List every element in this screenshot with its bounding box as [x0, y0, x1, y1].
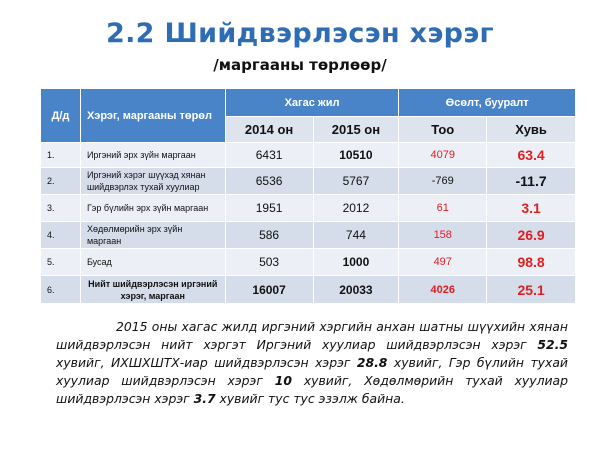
- row-too: 497: [399, 249, 487, 276]
- row-2015: 20033: [313, 276, 399, 304]
- table-row: [41, 195, 576, 222]
- row-2015: 10510: [313, 143, 399, 168]
- row-2015: 744: [313, 222, 399, 249]
- row-2014: 6536: [225, 168, 313, 195]
- table-row: [41, 222, 576, 249]
- row-type: Хөдөлмөрийн эрх зүйн маргаан: [80, 222, 225, 249]
- row-number: 2.: [41, 168, 81, 195]
- summary-value: 10: [274, 373, 292, 388]
- row-number: 5.: [41, 249, 81, 276]
- col-header-too: Тоо: [399, 117, 487, 143]
- col-header-huvi: Хувь: [487, 117, 576, 143]
- col-header-dd: Д/д: [41, 89, 81, 143]
- row-type: Нийт шийдвэрлэсэн иргэний хэрэг, маргаан: [80, 276, 225, 304]
- row-2014: 586: [225, 222, 313, 249]
- row-huvi: 3.1: [487, 195, 576, 222]
- group-header-change: Өсөлт, бууралт: [399, 89, 576, 117]
- row-2015: 5767: [313, 168, 399, 195]
- table-row: [41, 168, 576, 195]
- row-too: 4026: [399, 276, 487, 304]
- summary-paragraph: [56, 318, 568, 408]
- row-2015: 1000: [313, 249, 399, 276]
- summary-text: хувийг тус тус эзэлж байна.: [215, 391, 405, 406]
- row-number: 1.: [41, 143, 81, 168]
- row-type: Иргэний хэрэг шүүхэд хянан шийдвэрлэх тухай хуулиар: [80, 168, 225, 195]
- summary-text: хувийг, Гэр бүлийн тухай хуулиар шийдвэрлэсэн хэрэг: [56, 355, 568, 388]
- row-number: 3.: [41, 195, 81, 222]
- col-header-type: Хэрэг, маргааны төрөл: [80, 89, 225, 143]
- row-huvi: 98.8: [487, 249, 576, 276]
- col-header-2014: 2014 он: [225, 117, 313, 143]
- row-2014: 503: [225, 249, 313, 276]
- row-number: 4.: [41, 222, 81, 249]
- row-huvi: 26.9: [487, 222, 576, 249]
- row-type: Бусад: [80, 249, 225, 276]
- group-header-half-year: Хагас жил: [225, 89, 399, 117]
- cases-table: [40, 88, 576, 304]
- row-too: 158: [399, 222, 487, 249]
- row-2015: 2012: [313, 195, 399, 222]
- summary-value: 52.5: [537, 337, 568, 352]
- summary-text: хувийг, ИХШХШТХ-иар шийдвэрлэсэн хэрэг: [56, 355, 357, 370]
- row-2014: 6431: [225, 143, 313, 168]
- row-2014: 16007: [225, 276, 313, 304]
- row-too: -769: [399, 168, 487, 195]
- summary-value: 3.7: [193, 391, 216, 406]
- row-too: 61: [399, 195, 487, 222]
- row-number: 6.: [41, 276, 81, 304]
- row-too: 4079: [399, 143, 487, 168]
- row-huvi: 63.4: [487, 143, 576, 168]
- summary-value: 28.8: [356, 355, 388, 370]
- row-type: Гэр бүлийн эрх зүйн маргаан: [80, 195, 225, 222]
- summary-text: хувийг, Хөдөлмөрийн тухай хуулиар шийдвэрлэсэн хэрэг: [56, 373, 568, 406]
- row-2014: 1951: [225, 195, 313, 222]
- col-header-2015: 2015 он: [313, 117, 399, 143]
- page-title: 2.2 Шийдвэрлэсэн хэрэг: [106, 18, 494, 49]
- table-row: [41, 249, 576, 276]
- table-row: [41, 143, 576, 168]
- row-huvi: -11.7: [487, 168, 576, 195]
- row-huvi: 25.1: [487, 276, 576, 304]
- row-type: Иргэний эрх зүйн маргаан: [80, 143, 225, 168]
- page-subtitle: /маргааны төрлөөр/: [213, 56, 387, 74]
- summary-text: 2015 оны хагас жилд иргэний хэргийн анхан шатны шүүхийн хянан шийдвэрлэсэн нийт хэргэт Иргэний хуулиар шийдвэрлэсэн хэрэг: [56, 319, 568, 352]
- table-row-total: [41, 276, 576, 304]
